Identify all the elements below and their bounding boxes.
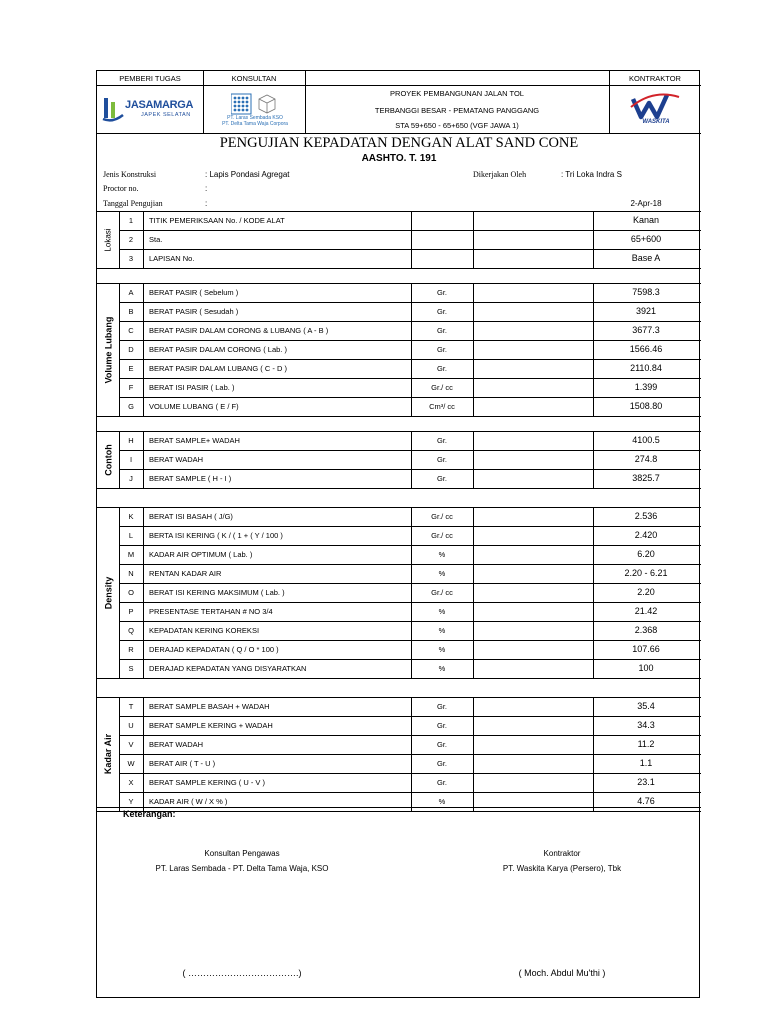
signature-right: ( Moch. Abdul Mu'thi ) [518, 968, 606, 978]
row-description: BERAT WADAH [149, 740, 204, 749]
section-label-kadar-air: Kadar Air [103, 733, 113, 775]
table-row [97, 450, 701, 469]
section-label-contoh: Contoh [103, 443, 113, 476]
table-row [97, 359, 701, 378]
row-code: P [128, 607, 134, 616]
row-description: BERAT WADAH [149, 455, 204, 464]
row-code: I [129, 455, 133, 464]
proctor-value: : [205, 184, 208, 193]
row-value: 1566.46 [629, 344, 663, 354]
jasamarga-logo: JASAMARGA JAPEK SELATAN [101, 95, 201, 125]
row-value: 2.420 [634, 530, 658, 540]
jenis-konstruksi-value: : Lapis Pondasi Agregat [205, 170, 290, 179]
row-unit: % [438, 626, 446, 635]
table-row [97, 659, 701, 678]
table-row [97, 507, 701, 526]
row-code: C [128, 326, 134, 335]
form-sheet [96, 70, 700, 998]
row-description: DERAJAD KEPADATAN ( Q / O * 100 ) [149, 645, 279, 654]
row-value: 100 [638, 663, 654, 673]
row-value: 2.536 [634, 511, 658, 521]
project-line-1: PROYEK PEMBANGUNAN JALAN TOL [390, 89, 524, 98]
row-code: H [128, 436, 134, 445]
row-code: R [128, 645, 134, 654]
row-unit: % [438, 607, 446, 616]
table-row [97, 564, 701, 583]
row-code: B [128, 307, 134, 316]
row-code: K [128, 512, 134, 521]
row-code: 3 [128, 254, 134, 263]
row-value: 3825.7 [632, 473, 660, 483]
row-unit: Gr./ cc [431, 383, 453, 392]
row-description: PRESENTASE TERTAHAN # NO 3/4 [149, 607, 273, 616]
document-title: PENGUJIAN KEPADATAN DENGAN ALAT SAND CONE [219, 135, 579, 151]
test-date: 2-Apr-18 [630, 199, 662, 208]
row-value: 34.3 [637, 720, 655, 730]
label-konsultan: KONSULTAN [231, 74, 277, 83]
table-row [97, 378, 701, 397]
row-unit: Gr. [436, 288, 447, 297]
table-row [97, 469, 701, 488]
table-row [97, 431, 701, 450]
table-row [97, 773, 701, 792]
table-row [97, 283, 701, 302]
row-code: J [129, 474, 133, 483]
project-line-2: TERBANGGI BESAR - PEMATANG PANGGANG [374, 106, 540, 115]
row-code: 2 [128, 235, 134, 244]
row-unit: Gr. [436, 778, 447, 787]
row-value: 1508.80 [629, 401, 663, 411]
kontraktor-name: PT. Waskita Karya (Persero), Tbk [502, 864, 622, 873]
table-row [97, 583, 701, 602]
table-row [97, 321, 701, 340]
project-line-3: STA 59+650 - 65+650 (VGF JAWA 1) [395, 121, 519, 130]
table-row [97, 754, 701, 773]
row-description: BERAT SAMPLE+ WADAH [149, 436, 240, 445]
row-unit: Gr. [436, 474, 447, 483]
row-description: BERAT PASIR DALAM LUBANG ( C - D ) [149, 364, 287, 373]
row-code: S [128, 664, 134, 673]
row-value: Base A [631, 253, 661, 263]
table-row [97, 526, 701, 545]
row-value: 2.368 [634, 625, 658, 635]
label-kontraktor: KONTRAKTOR [629, 74, 681, 83]
section-label-lokasi: Lokasi [103, 227, 112, 252]
jasamarga-emblem-icon [101, 95, 125, 123]
table-row [97, 249, 701, 268]
konsultan-emblem-icon [231, 93, 289, 115]
row-unit [411, 230, 473, 249]
row-code: T [128, 702, 134, 711]
row-description: KADAR AIR ( W / X % ) [149, 797, 228, 806]
row-description: BERAT ISI KERING MAKSIMUM ( Lab. ) [149, 588, 285, 597]
row-value: 2110.84 [630, 363, 662, 373]
row-code: X [128, 778, 134, 787]
row-value: 1.1 [639, 758, 653, 768]
row-description: BERAT PASIR DALAM CORONG & LUBANG ( A - B ) [149, 326, 329, 335]
row-unit [411, 211, 473, 230]
row-description: KEPADATAN KERING KOREKSI [149, 626, 260, 635]
row-code: N [128, 569, 134, 578]
kontraktor-title: Kontraktor [543, 849, 581, 858]
row-unit [411, 249, 473, 268]
row-description: BERTA ISI KERING ( K / ( 1 + ( Y / 100 ) [149, 531, 283, 540]
row-description: TITIK PEMERIKSAAN No. / KODE ALAT [149, 216, 285, 225]
row-unit: Gr. [436, 702, 447, 711]
row-value: 3677.3 [632, 325, 660, 335]
row-unit: % [438, 645, 446, 654]
waskita-logo: WASKITA [617, 89, 695, 129]
row-unit: Gr. [436, 345, 447, 354]
row-unit: Gr./ cc [431, 531, 453, 540]
table-row [97, 792, 701, 811]
row-value: 21.42 [634, 606, 658, 616]
konsultan-pengawas-name: PT. Laras Sembada - PT. Delta Tama Waja, KSO [155, 864, 329, 873]
row-code: O [128, 588, 134, 597]
row-unit: Gr. [436, 326, 447, 335]
document-subtitle: AASHTO. T. 191 [361, 153, 437, 164]
konsultan-pengawas-title: Konsultan Pengawas [204, 849, 280, 858]
row-value: 2.20 - 6.21 [624, 568, 668, 578]
table-row [97, 230, 701, 249]
row-value: 3921 [635, 306, 657, 316]
section-label-density: Density [103, 576, 113, 609]
row-value: Kanan [632, 215, 660, 225]
row-unit: Gr./ cc [431, 512, 453, 521]
table-row [97, 735, 701, 754]
table-row [97, 340, 701, 359]
row-description: LAPISAN No. [149, 254, 195, 263]
row-unit: Gr. [436, 307, 447, 316]
row-value: 6.20 [637, 549, 655, 559]
row-code: A [128, 288, 134, 297]
row-unit: Gr. [436, 721, 447, 730]
row-code: L [128, 531, 134, 540]
row-description: BERAT ISI PASIR ( Lab. ) [149, 383, 235, 392]
row-description: BERAT AIR ( T - U ) [149, 759, 216, 768]
table-row [97, 211, 701, 230]
row-unit: Gr. [436, 364, 447, 373]
row-code: M [127, 550, 135, 559]
row-unit: Cm³/ cc [429, 402, 455, 411]
row-unit: Gr./ cc [431, 588, 453, 597]
row-unit: Gr. [436, 740, 447, 749]
row-description: Sta. [149, 235, 163, 244]
row-value: 11.2 [637, 739, 655, 749]
row-value: 1.399 [634, 382, 658, 392]
row-description: BERAT ISI BASAH ( J/G) [149, 512, 233, 521]
row-value: 7598.3 [632, 287, 660, 297]
row-code: V [128, 740, 134, 749]
table-row [97, 621, 701, 640]
table-row [97, 697, 701, 716]
table-row [97, 545, 701, 564]
row-unit: Gr. [436, 436, 447, 445]
table-row [97, 716, 701, 735]
row-description: BERAT PASIR ( Sebelum ) [149, 288, 239, 297]
signature-left: ( ……………………………….) [182, 968, 302, 978]
row-description: BERAT SAMPLE BASAH + WADAH [149, 702, 270, 711]
table-row [97, 397, 701, 416]
row-value: 35.4 [637, 701, 655, 711]
row-value: 2.20 [637, 587, 655, 597]
waskita-emblem-icon [627, 89, 683, 121]
section-label-volume-lubang: Volume Lubang [103, 316, 113, 383]
row-description: BERAT SAMPLE KERING + WADAH [149, 721, 273, 730]
row-value: 4100.5 [632, 435, 660, 445]
row-unit: Gr. [436, 455, 447, 464]
row-description: RENTAN KADAR AIR [149, 569, 222, 578]
row-description: BERAT SAMPLE ( H - I ) [149, 474, 232, 483]
row-description: DERAJAD KEPADATAN YANG DISYARATKAN [149, 664, 307, 673]
keterangan-label: Keterangan: [123, 809, 176, 819]
table-row [97, 602, 701, 621]
row-value: 4.76 [637, 796, 655, 806]
row-code: D [128, 345, 134, 354]
proctor-label: Proctor no. [103, 184, 139, 193]
row-unit: % [438, 569, 446, 578]
row-code: Y [128, 797, 134, 806]
row-code: Q [128, 626, 134, 635]
row-code: W [127, 759, 135, 768]
row-value: 65+600 [630, 234, 662, 244]
row-unit: % [438, 664, 446, 673]
row-value: 107.66 [632, 644, 660, 654]
row-description: BERAT PASIR ( Sesudah ) [149, 307, 239, 316]
row-description: KADAR AIR OPTIMUM ( Lab. ) [149, 550, 253, 559]
row-value: 23.1 [637, 777, 655, 787]
row-unit: % [438, 797, 446, 806]
konsultan-logo: PT. Laras Sembada KSO PT. Delta Tama Waja Corpora [207, 93, 303, 127]
table-row [97, 640, 701, 659]
row-unit: Gr. [436, 759, 447, 768]
table-row [97, 302, 701, 321]
dikerjakan-label: Dikerjakan Oleh [473, 170, 527, 179]
tanggal-label: Tanggal Pengujian [103, 199, 163, 208]
row-code: F [128, 383, 134, 392]
row-unit: % [438, 550, 446, 559]
row-code: G [128, 402, 134, 411]
row-code: U [128, 721, 134, 730]
row-code: 1 [128, 216, 134, 225]
jenis-konstruksi-label: Jenis Konstruksi [103, 170, 157, 179]
tanggal-value: : [205, 199, 208, 208]
row-description: BERAT PASIR DALAM CORONG ( Lab. ) [149, 345, 287, 354]
dikerjakan-value: : Tri Loka Indra S [561, 170, 622, 179]
row-description: BERAT SAMPLE KERING ( U - V ) [149, 778, 265, 787]
row-code: E [128, 364, 134, 373]
label-pemberi-tugas: PEMBERI TUGAS [119, 74, 181, 83]
row-value: 274.8 [634, 454, 658, 464]
row-description: VOLUME LUBANG ( E / F) [149, 402, 239, 411]
